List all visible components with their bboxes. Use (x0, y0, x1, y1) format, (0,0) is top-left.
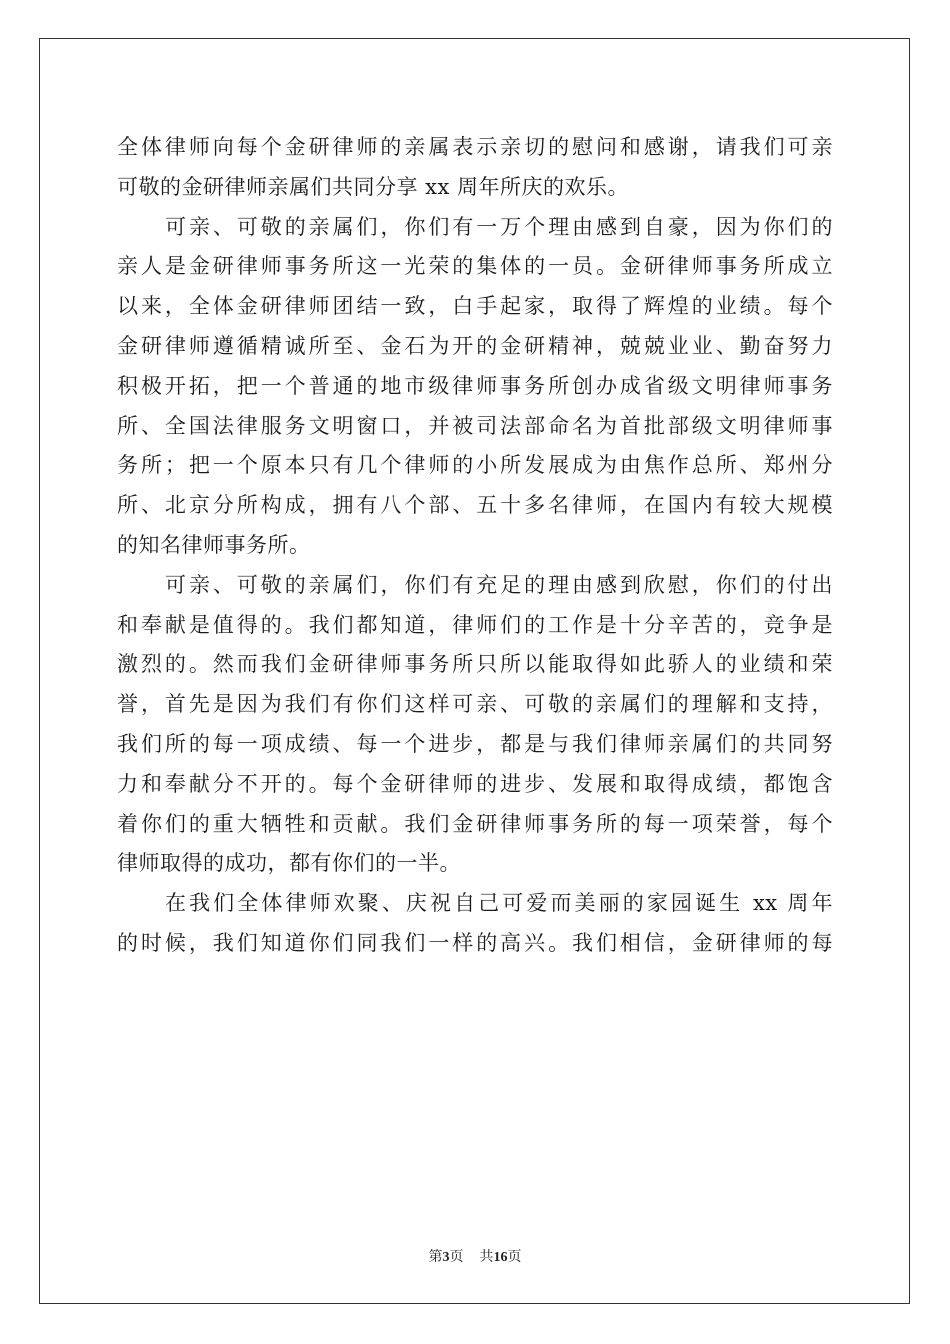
text-line: 金研律师遵循精诚所至、金石为开的金研精神，兢兢业业、勤奋努力 (117, 333, 833, 358)
total-suffix: 页 (507, 1249, 522, 1265)
text-line: 律师取得的成功，都有你们的一半。 (117, 851, 461, 876)
total-pages: 16 (493, 1250, 508, 1265)
text-line: 我们所的每一项成绩、每一个进步，都是与我们律师亲属们的共同努 (117, 731, 833, 756)
page-footer (0, 1246, 950, 1266)
text-line: 积极开拓，把一个普通的地市级律师事务所创办成省级文明律师事务 (117, 373, 833, 398)
text-line: 所、全国法律服务文明窗口，并被司法部命名为首批部级文明律师事 (117, 413, 833, 438)
text-line: 可敬的金研律师亲属们共同分享 xx 周年所庆的欢乐。 (117, 174, 630, 199)
text-line: 以来，全体金研律师团结一致，白手起家，取得了辉煌的业绩。每个 (117, 294, 833, 319)
text-line: 力和奉献分不开的。每个金研律师的进步、发展和取得成绩，都饱含 (117, 771, 833, 796)
text-line: 可亲、可敬的亲属们，你们有充足的理由感到欣慰，你们的付出 (165, 572, 833, 597)
page-suffix: 页 (449, 1249, 464, 1265)
text-line: 和奉献是值得的。我们都知道，律师们的工作是十分辛苦的，竞争是 (117, 612, 833, 637)
page-prefix: 第 (428, 1249, 443, 1265)
text-line: 务所；把一个原本只有几个律师的小所发展成为由焦作总所、郑州分 (117, 453, 833, 478)
document-body (117, 128, 833, 964)
text-line: 着你们的重大牺牲和贡献。我们金研律师事务所的每一项荣誉，每个 (117, 811, 833, 836)
text-line: 激烈的。然而我们金研律师事务所只所以能取得如此骄人的业绩和荣 (117, 652, 833, 677)
text-line: 所、北京分所构成，拥有八个部、五十多名律师，在国内有较大规模 (117, 493, 833, 518)
total-prefix: 共 (479, 1249, 494, 1265)
text-line: 可亲、可敬的亲属们，你们有一万个理由感到自豪，因为你们的 (165, 214, 833, 239)
text-line: 全体律师向每个金研律师的亲属表示亲切的慰问和感谢，请我们可亲 (117, 135, 833, 159)
text-line: 亲人是金研律师事务所这一光荣的集体的一员。金研律师事务所成立 (117, 254, 833, 279)
text-line: 的时候，我们知道你们同我们一样的高兴。我们相信，金研律师的每 (117, 930, 833, 955)
text-line: 的知名律师事务所。 (117, 532, 311, 557)
page-number: 3 (442, 1250, 450, 1265)
text-line: 在我们全体律师欢聚、庆祝自己可爱而美丽的家园诞生 xx 周年 (165, 891, 833, 916)
text-line: 誉，首先是因为我们有你们这样可亲、可敬的亲属们的理解和支持， (117, 692, 833, 717)
